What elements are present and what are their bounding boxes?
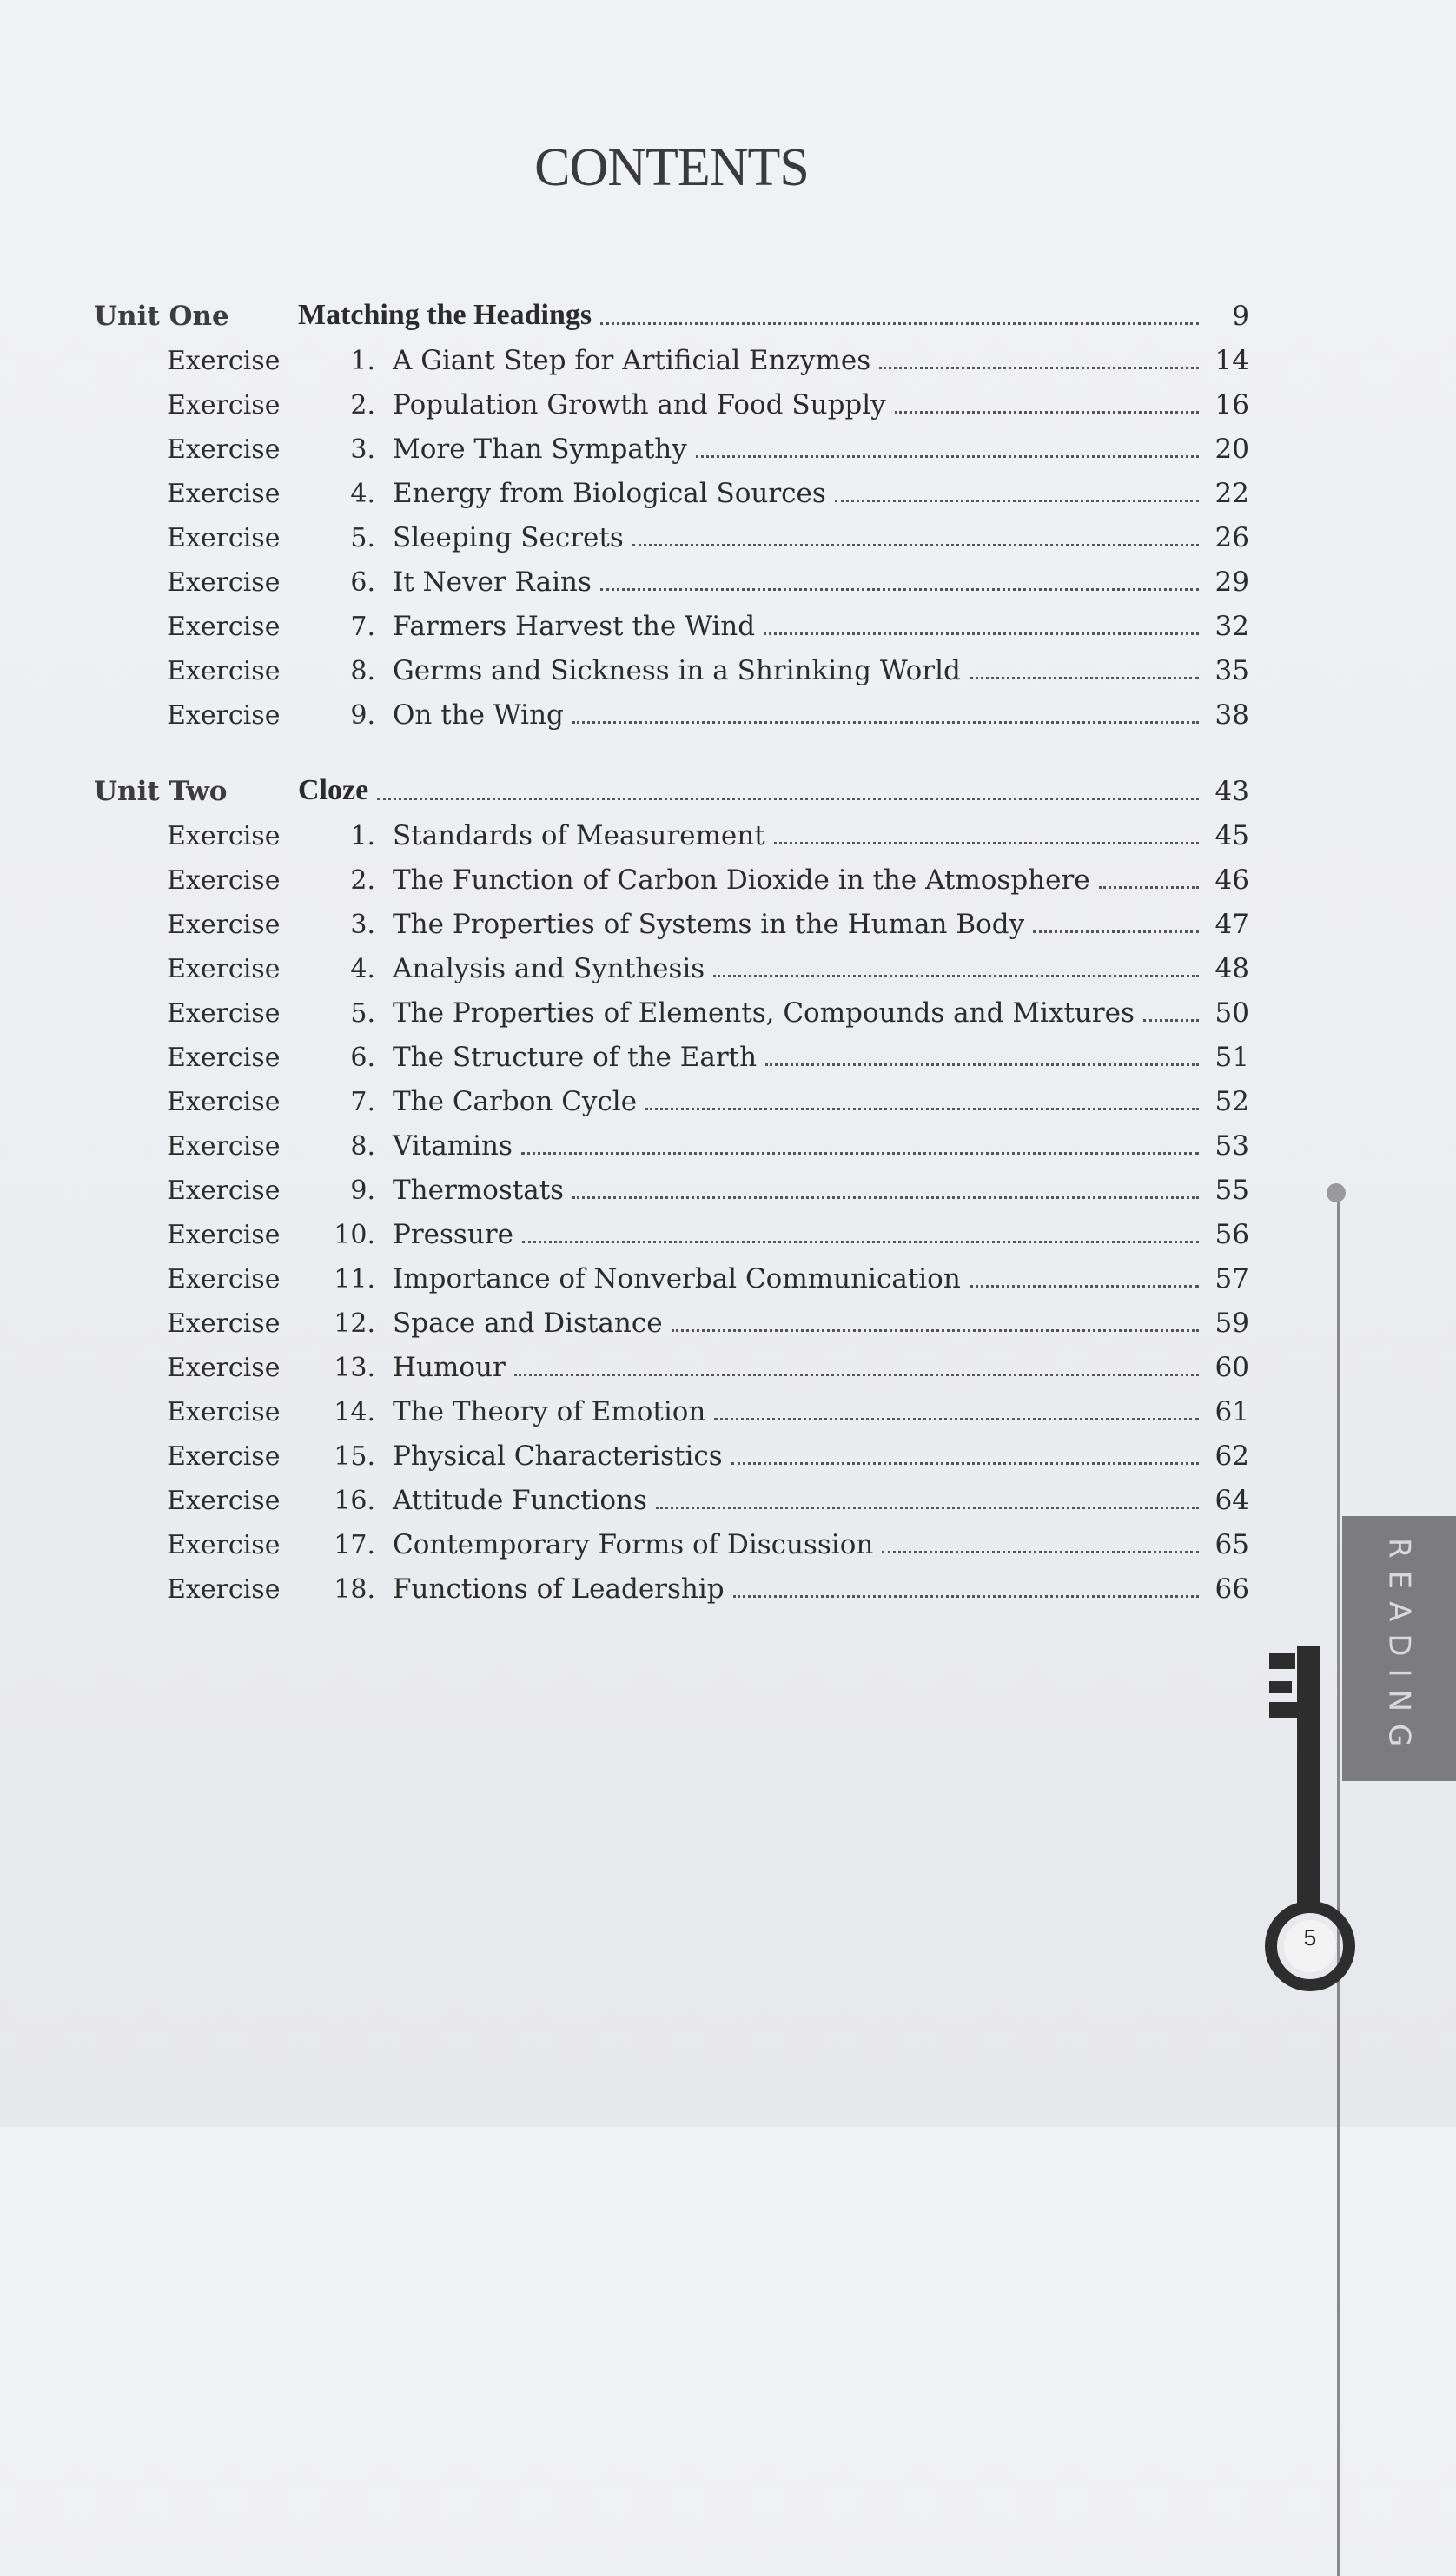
- exercise-number: 3.: [350, 434, 375, 465]
- exercise-title: Farmers Harvest the Wind: [393, 611, 756, 642]
- exercise-number: 4.: [350, 479, 375, 509]
- exercise-title: On the Wing: [393, 699, 564, 731]
- exercise-row[interactable]: [94, 1472, 1249, 1516]
- exercise-number: 6.: [350, 567, 375, 598]
- exercise-title: Space and Distance: [393, 1308, 663, 1339]
- exercise-row[interactable]: [94, 1073, 1249, 1117]
- exercise-title: The Carbon Cycle: [393, 1086, 638, 1117]
- exercise-number: 9.: [350, 1175, 375, 1206]
- exercise-label: Exercise: [167, 434, 281, 465]
- dot-leader: [645, 1108, 1199, 1110]
- dot-leader: [377, 798, 1199, 800]
- exercise-label: Exercise: [167, 567, 281, 598]
- exercise-title: More Than Sympathy: [393, 434, 687, 465]
- exercise-row[interactable]: [94, 940, 1249, 984]
- exercise-title: Germs and Sickness in a Shrinking World: [393, 655, 961, 686]
- exercise-page-number: 52: [1214, 1086, 1249, 1117]
- exercise-title: Standards of Measurement: [393, 820, 765, 851]
- page-number: 5: [1303, 1924, 1317, 1950]
- margin-rule-dot: [1327, 1183, 1346, 1202]
- page-title: CONTENTS: [534, 138, 809, 197]
- exercise-label: Exercise: [167, 700, 281, 731]
- exercise-row[interactable]: [94, 1029, 1249, 1073]
- section-tab-label: READING: [1381, 1538, 1417, 1759]
- dot-leader: [600, 588, 1199, 591]
- exercise-title: Energy from Biological Sources: [393, 478, 826, 509]
- exercise-row[interactable]: [94, 1117, 1249, 1162]
- exercise-number: 8.: [350, 1131, 375, 1162]
- exercise-number: 7.: [350, 1087, 375, 1117]
- exercise-label: Exercise: [167, 1574, 281, 1605]
- exercise-title: The Function of Carbon Dioxide in the Atmosphere: [393, 864, 1090, 896]
- exercise-label: Exercise: [167, 954, 281, 984]
- exercise-page-number: 55: [1214, 1175, 1249, 1206]
- exercise-page-number: 26: [1214, 522, 1249, 553]
- exercise-number: 16.: [334, 1486, 375, 1516]
- exercise-page-number: 56: [1214, 1219, 1249, 1250]
- exercise-number: 1.: [350, 346, 375, 376]
- exercise-page-number: 62: [1214, 1440, 1249, 1472]
- unit-spacer: [94, 731, 1249, 762]
- exercise-number: 17.: [334, 1530, 375, 1560]
- exercise-title: Pressure: [393, 1219, 513, 1250]
- exercise-label: Exercise: [167, 1486, 281, 1516]
- exercise-page-number: 38: [1214, 699, 1249, 731]
- exercise-label: Exercise: [167, 910, 281, 940]
- exercise-label: Exercise: [167, 1353, 281, 1383]
- exercise-title: Sleeping Secrets: [393, 522, 624, 553]
- exercise-label: Exercise: [167, 1087, 281, 1117]
- dot-leader: [632, 544, 1199, 546]
- exercise-number: 2.: [350, 865, 375, 896]
- exercise-number: 8.: [350, 656, 375, 686]
- exercise-label: Exercise: [167, 1397, 281, 1427]
- exercise-label: Exercise: [167, 865, 281, 896]
- unit-label: Unit Two: [94, 776, 228, 807]
- exercise-number: 2.: [350, 390, 375, 421]
- dot-leader: [521, 1152, 1199, 1155]
- exercise-label: Exercise: [167, 1308, 281, 1339]
- exercise-row[interactable]: [94, 509, 1249, 553]
- dot-leader: [764, 632, 1199, 635]
- unit-page-number: 43: [1214, 776, 1249, 807]
- exercise-title: Thermostats: [393, 1175, 565, 1206]
- exercise-row[interactable]: [94, 1339, 1249, 1383]
- dot-leader: [522, 1241, 1199, 1243]
- unit-label: Unit One: [94, 301, 229, 332]
- exercise-row[interactable]: [94, 553, 1249, 598]
- exercise-row[interactable]: [94, 686, 1249, 731]
- dot-leader: [713, 975, 1199, 977]
- unit-page-number: 9: [1232, 301, 1249, 332]
- unit-title: Matching the Headings: [298, 299, 592, 331]
- dot-leader: [1099, 886, 1199, 889]
- exercise-number: 4.: [350, 954, 375, 984]
- exercise-row[interactable]: [94, 598, 1249, 642]
- exercise-label: Exercise: [167, 523, 281, 553]
- exercise-number: 3.: [350, 910, 375, 940]
- exercise-label: Exercise: [167, 1043, 281, 1073]
- exercise-label: Exercise: [167, 390, 281, 421]
- exercise-title: Physical Characteristics: [393, 1440, 723, 1472]
- dot-leader: [714, 1418, 1199, 1420]
- exercise-number: 5.: [350, 998, 375, 1029]
- exercise-number: 13.: [334, 1353, 375, 1383]
- exercise-number: 12.: [334, 1308, 375, 1339]
- dot-leader: [774, 842, 1199, 844]
- dot-leader: [572, 1196, 1199, 1199]
- dot-leader: [572, 721, 1199, 724]
- exercise-page-number: 59: [1214, 1308, 1249, 1339]
- dot-leader: [1033, 930, 1199, 933]
- exercise-row[interactable]: [94, 332, 1249, 376]
- dot-leader: [600, 322, 1199, 325]
- exercise-title: The Theory of Emotion: [393, 1396, 706, 1427]
- exercise-page-number: 51: [1214, 1042, 1249, 1073]
- dot-leader: [970, 1285, 1199, 1288]
- exercise-title: A Giant Step for Artificial Enzymes: [393, 345, 871, 376]
- exercise-title: Functions of Leadership: [393, 1573, 725, 1605]
- exercise-page-number: 47: [1214, 909, 1249, 940]
- exercise-page-number: 48: [1214, 953, 1249, 984]
- exercise-label: Exercise: [167, 1264, 281, 1295]
- exercise-title: Population Growth and Food Supply: [393, 389, 886, 421]
- dot-leader: [733, 1595, 1199, 1598]
- exercise-row[interactable]: [94, 851, 1249, 896]
- exercise-label: Exercise: [167, 1530, 281, 1560]
- exercise-label: Exercise: [167, 656, 281, 686]
- exercise-number: 14.: [334, 1397, 375, 1427]
- exercise-row[interactable]: [94, 984, 1249, 1029]
- dot-leader: [656, 1507, 1199, 1509]
- exercise-row[interactable]: [94, 1383, 1249, 1427]
- dot-leader: [731, 1462, 1199, 1465]
- exercise-number: 6.: [350, 1043, 375, 1073]
- exercise-title: Humour: [393, 1352, 506, 1383]
- exercise-title: The Properties of Elements, Compounds and Mixtures: [393, 997, 1135, 1029]
- exercise-label: Exercise: [167, 479, 281, 509]
- exercise-page-number: 45: [1214, 820, 1249, 851]
- exercise-label: Exercise: [167, 1175, 281, 1206]
- exercise-page-number: 66: [1214, 1573, 1249, 1605]
- dot-leader: [835, 500, 1199, 502]
- exercise-page-number: 22: [1214, 478, 1249, 509]
- exercise-number: 7.: [350, 612, 375, 642]
- exercise-number: 11.: [334, 1264, 375, 1295]
- exercise-page-number: 53: [1214, 1130, 1249, 1162]
- unit-heading-row[interactable]: [94, 762, 1249, 807]
- dot-leader: [765, 1063, 1199, 1066]
- exercise-page-number: 46: [1214, 864, 1249, 896]
- exercise-number: 15.: [334, 1441, 375, 1472]
- exercise-number: 9.: [350, 700, 375, 731]
- exercise-page-number: 50: [1214, 997, 1249, 1029]
- unit-title: Cloze: [298, 774, 369, 806]
- exercise-page-number: 35: [1214, 655, 1249, 686]
- dot-leader: [882, 1551, 1199, 1553]
- dot-leader: [672, 1329, 1199, 1332]
- table-of-contents: [94, 287, 1249, 1605]
- exercise-number: 5.: [350, 523, 375, 553]
- exercise-number: 18.: [334, 1574, 375, 1605]
- exercise-title: It Never Rains: [393, 566, 592, 598]
- dot-leader: [514, 1374, 1199, 1376]
- exercise-label: Exercise: [167, 1441, 281, 1472]
- exercise-page-number: 65: [1214, 1529, 1249, 1560]
- exercise-row[interactable]: [94, 376, 1249, 421]
- exercise-row[interactable]: [94, 1162, 1249, 1206]
- exercise-page-number: 64: [1214, 1485, 1249, 1516]
- dot-leader: [1143, 1019, 1199, 1022]
- exercise-title: Analysis and Synthesis: [393, 953, 705, 984]
- exercise-number: 1.: [350, 821, 375, 851]
- exercise-title: The Structure of the Earth: [393, 1042, 758, 1073]
- exercise-label: Exercise: [167, 346, 281, 376]
- exercise-title: Attitude Functions: [393, 1485, 647, 1516]
- exercise-label: Exercise: [167, 1131, 281, 1162]
- exercise-page-number: 61: [1214, 1396, 1249, 1427]
- exercise-row[interactable]: [94, 1427, 1249, 1472]
- exercise-number: 10.: [334, 1220, 375, 1250]
- exercise-row[interactable]: [94, 1250, 1249, 1295]
- exercise-label: Exercise: [167, 821, 281, 851]
- exercise-row[interactable]: [94, 896, 1249, 940]
- exercise-title: Vitamins: [393, 1130, 513, 1162]
- exercise-label: Exercise: [167, 612, 281, 642]
- exercise-row[interactable]: [94, 1295, 1249, 1339]
- dot-leader: [696, 455, 1199, 458]
- exercise-title: Importance of Nonverbal Communication: [393, 1263, 961, 1295]
- exercise-page-number: 16: [1214, 389, 1249, 421]
- exercise-page-number: 29: [1214, 566, 1249, 598]
- exercise-row[interactable]: [94, 642, 1249, 686]
- dot-leader: [970, 677, 1199, 679]
- exercise-row[interactable]: [94, 807, 1249, 851]
- exercise-label: Exercise: [167, 1220, 281, 1250]
- dot-leader: [895, 411, 1199, 414]
- exercise-page-number: 32: [1214, 611, 1249, 642]
- exercise-row[interactable]: [94, 421, 1249, 465]
- exercise-row[interactable]: [94, 1560, 1249, 1605]
- exercise-row[interactable]: [94, 465, 1249, 509]
- exercise-title: The Properties of Systems in the Human Body: [393, 909, 1025, 940]
- exercise-page-number: 14: [1214, 345, 1249, 376]
- exercise-label: Exercise: [167, 998, 281, 1029]
- exercise-row[interactable]: [94, 1516, 1249, 1560]
- unit-heading-row[interactable]: [94, 287, 1249, 332]
- dot-leader: [879, 367, 1199, 369]
- exercise-page-number: 57: [1214, 1263, 1249, 1295]
- exercise-title: Contemporary Forms of Discussion: [393, 1529, 874, 1560]
- exercise-page-number: 20: [1214, 434, 1249, 465]
- exercise-page-number: 60: [1214, 1352, 1249, 1383]
- exercise-row[interactable]: [94, 1206, 1249, 1250]
